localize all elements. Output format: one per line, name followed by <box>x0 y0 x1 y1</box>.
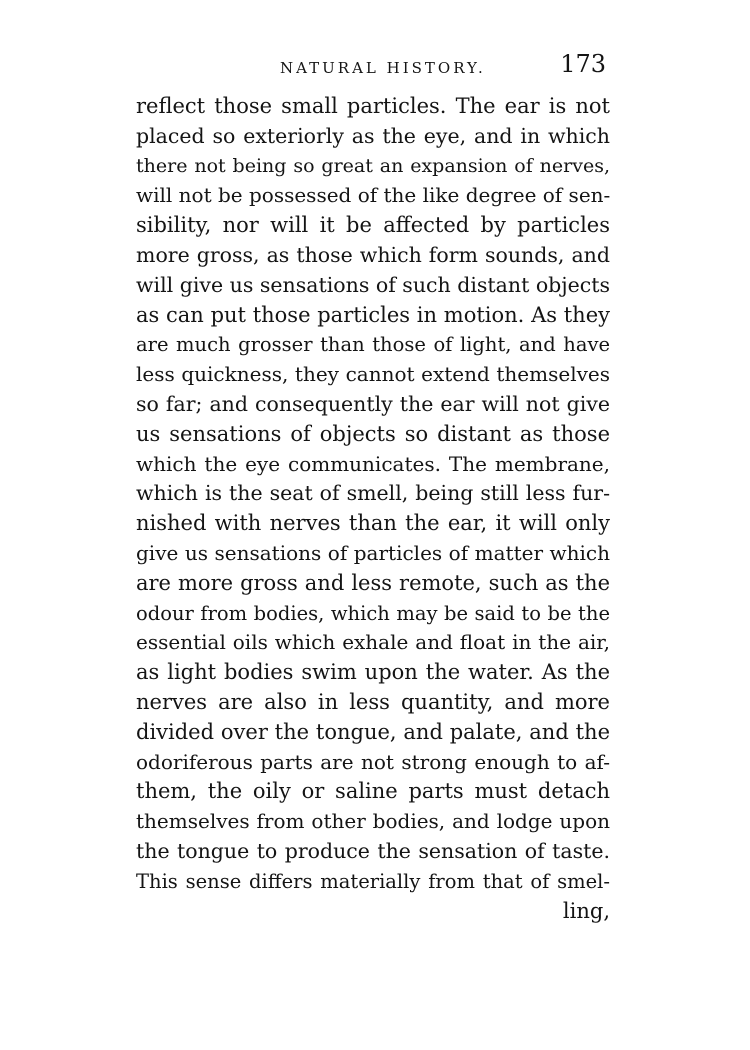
text-line-20: as light bodies swim upon the water. As the <box>136 660 610 685</box>
running-head <box>276 50 606 86</box>
text-line-3: there not being so great an expansion of nerves, <box>136 154 610 177</box>
text-line-21: nerves are also in less quantity, and more <box>136 689 610 714</box>
running-title: NATURAL HISTORY. <box>280 59 486 77</box>
text-line-9: are much grosser than those of light, and have <box>136 333 610 357</box>
text-line-1: reflect those small particles. The ear is not <box>136 94 610 118</box>
text-line-14: which is the seat of smell, being still less fur- <box>136 481 610 506</box>
body-text <box>136 92 610 926</box>
text-line-4: will not be possessed of the like degree of sen- <box>136 183 611 208</box>
text-line-12: us sensations of objects so distant as those <box>136 421 610 446</box>
text-line-23: odoriferous parts are not strong enough to af- <box>136 749 610 774</box>
text-line-26: the tongue to produce the sensation of taste. <box>136 838 610 863</box>
text-line-11: so far; and consequently the ear will not give <box>136 391 610 416</box>
text-line-8: as can put those particles in motion. As they <box>136 302 610 327</box>
text-line-16: give us sensations of particles of matter which <box>136 540 610 565</box>
text-line-18: odour from bodies, which may be said to be the <box>136 601 610 625</box>
text-line-27: This sense differs materially from that of smel- <box>136 869 610 893</box>
text-line-22: divided over the tongue, and palate, and the <box>136 719 610 744</box>
text-line-10: less quickness, they cannot extend themselves <box>136 362 610 387</box>
text-line-19: essential oils which exhale and float in the air, <box>136 630 610 655</box>
text-line-7: will give us sensations of such distant objects <box>136 272 611 297</box>
text-line-24: them, the oily or saline parts must detach <box>136 779 610 804</box>
page-number: 173 <box>560 50 606 78</box>
text-line-2: placed so exteriorly as the eye, and in which <box>136 123 610 148</box>
text-line-25: themselves from other bodies, and lodge upon <box>136 809 610 834</box>
text-line-15: nished with nerves than the ear, it will only <box>136 511 610 536</box>
catchword: ling, <box>562 898 610 923</box>
text-line-5: sibility, nor will it be affected by particles <box>136 213 610 238</box>
text-line-6: more gross, as those which form sounds, and <box>136 242 610 267</box>
text-line-13: which the eye communicates. The membrane, <box>136 451 610 476</box>
text-line-17: are more gross and less remote, such as the <box>136 570 610 595</box>
